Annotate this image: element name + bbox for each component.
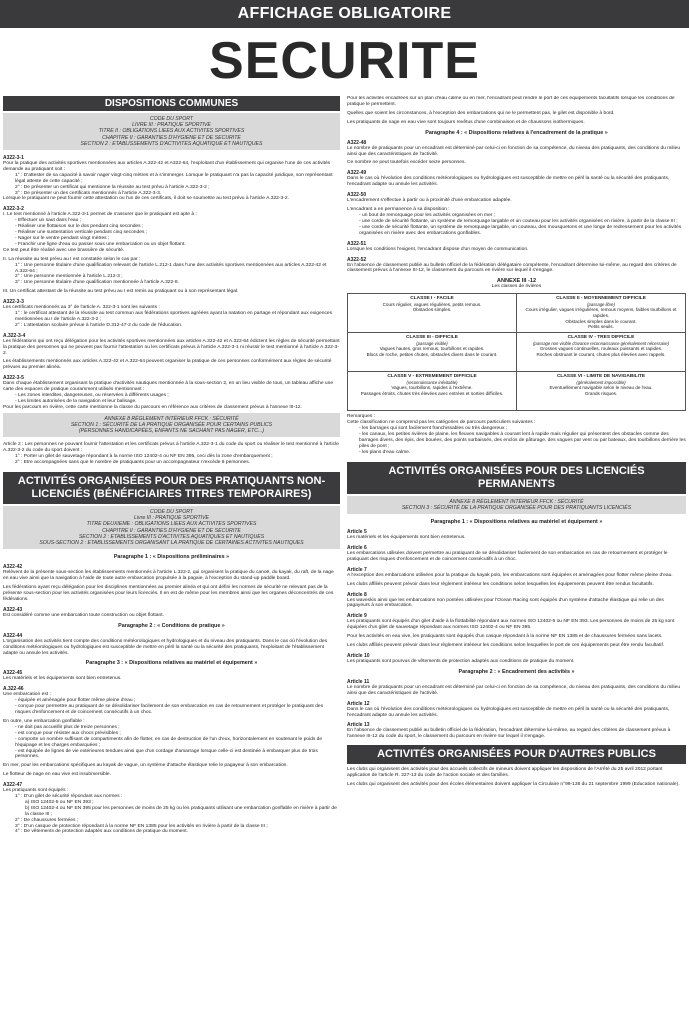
class-desc: Blocs de roche, petites chutes, obstacles divers dans le courant. [366,352,498,357]
article-title: A322-47 [3,782,23,789]
article-item: - Réaliser une sustentation verticale pendant cinq secondes ; [15,230,148,236]
article-text: Les fédérations ayant reçu délégation pour les disciplines mentionnées au premier alinéa et qui ont défini les normes de sécurité ne relevant pas de la présente sous-section pour les activités organisées pour leurs licenciés. Il en est de même pour les membres ainsi que les organes déconcentrés de ces fédérations. [3,585,334,602]
article-item: - une corde de sécurité flottante, un système de remorquage largable et un couteau pour les activités organisées en rivière, à partir de la classe III ; [359,218,678,224]
article-item: - Nager sur le ventre pendant vingt mètres ; [15,235,110,241]
class-desc: Roches obstruant le courant, chutes plus élevées avec rappels. [536,352,666,357]
article-text: Dans le cas où l'évolution des conditions météorologiques ou hydrologiques est susceptible de mettre en péril la santé ou la sécurité des pratiquants, l'encadrant adapte ou annule les activités. [347,706,670,718]
class-desc: Obstacles simples dans le courant. [565,318,637,324]
article-item: 2° : Une personne mentionnée à l'article L.212-3 ; [15,274,123,280]
article-item: 2° : Etre accompagnées sans que le nombre de pratiquants pour un accompagnateur n'excède 6 personnes. [15,460,251,466]
article-text: Les waveskis ainsi que les embarcations non pontées utilisées pour l'Ocean Racing sont équipés d'un système d'attache élastique qui relie un des pagayeurs à son embarcation. [347,597,664,609]
class-subtitle: (passage libre) [587,301,615,307]
article-item: - Réaliser une flottaison sur le dos pendant cinq secondes ; [15,224,144,230]
page-title: SECURITE [209,32,480,90]
article-text: Pour la pratique des activités sportives mentionnées aux articles A.322-42 et A322-64, l'exploitant d'un établissement qui organise l'une de ces activités demande au pratiquant soit : [3,161,331,172]
remarks-item: - les barrages qui sont facilement franchissables ou très dangereux ; [359,426,508,432]
ref-line: SOUS-SECTION 2 : ETABLISSEMENTS ORGANISANT LA PRATIQUE DE CERTAINES ACTIVITES NAUTIQUES [39,540,304,547]
article-text: L'organisation des activités tient compte des conditions météorologiques et hydrologiques et du niveau des pratiquants. Dans le cas où l'évolution des conditions météorologiques ou hydrologiques est susceptible de mettre en péril la santé ou la sécurité des pratiquants, l'exploitant de l'établissement adapte ou annule les activités. [3,638,328,656]
article-item: - Les zones interdites, dangereuses, ou réservées à différents usages ; [15,393,169,399]
article-item: 1° : D'attester de sa capacité à savoir nager vingt-cinq mètres et à s'immerger. Lorsque le pratiquant n'a pas la capacité juridique, son représentant légal atteste de cette capacité ; [15,172,333,184]
class-name: CLASSE I - FACILE [410,296,454,302]
article-title: A322-44 [3,632,23,639]
article-text: En outre, une embarcation gonflable : [3,718,85,724]
article-text: Dans chaque établissement organisant la pratique d'activités nautiques mentionnée à la sous-section 2, en un lieu visible de tous, un tableau affiche une carte des espaces de pratique couramment utilisés mentionnant : [3,381,334,393]
article-item: - Effectuer un saut dans l'eau ; [15,218,82,224]
article-title: Article 8 [347,591,367,598]
article-title: Article 5 [347,528,367,535]
article-text: Les pratiquants sont pourvus de vêtements de protection adaptés aux conditions de pratique du moment. [347,658,575,664]
article-item: - est conçue pour résister aux chocs prévisibles ; [15,730,121,736]
article-title: A322-3-1 [3,155,24,162]
paragraph-heading: Paragraphe 1 : « Dispositions relatives au matériel et équipement » [430,518,603,525]
article-item: 1° : Porter un gilet de sauvetage répondant à la norme ISO 12402-4 ou NF EN 395, ceci dès la zone d'embarquement ; [15,454,273,460]
paragraph-heading: Paragraphe 2 : « Conditions de pratique » [118,622,225,629]
article-text: Pour les activités en eau vive, les pratiquants sont équipés d'un casque répondant à la norme NF EN 1385 et de chaussures fermées sans lacets. [347,634,663,640]
class-desc: Obstacles simples. [412,307,452,313]
article-text: Le flotteur de nage en eau vive est insubmersible. [3,772,111,778]
code-reference [3,506,340,549]
paragraph-heading: Paragraphe 2 : « Encadrement des activités » [458,668,575,675]
article-item: 2° : De chaussures fermées ; [15,817,79,823]
article-title: A322-3-5 [3,375,24,382]
article-item: - équipée et aménagée pour flotter même pleine d'eau ; [15,698,136,704]
article-subitem: a) ISO 12402-5 ou NF EN 393 ; [25,799,94,805]
article-text: L'encadrant a en permanence à sa disposition : [347,207,450,213]
article-text: Est considéré comme une embarcation toute construction ou objet flottant. [3,612,164,618]
article-item: 1° : Une personne titulaire d'une qualification relevant de l'article L.212-1 dans l'une des activités sportives mentionnées aux articles A.322-42 et A.322-64 ; [15,262,327,274]
class-subtitle: (généralement impossible) [576,379,626,385]
article-title: Article 7 [347,566,367,573]
annex-title: ANNEXE III -12 [496,278,537,285]
article-title: Article 11 [347,678,370,685]
ref-line: CHAPITRE II : GARANTIES D'HYGIENE ET DE SECURITE [102,527,241,534]
ref-line: Livre III : PRATIQUE SPORTIVE [133,515,210,522]
article-text: Ce test peut être réalisé avec une brassière de sécurité. [3,247,125,253]
article-text: Les clubs qui organisent des activités pour des écoles élémentaires doivent appliquer la Circulaire n°99-136 du 21 septembre 1999 (Education nationale). [347,782,680,788]
article-text: L'encadrement s'effectue à partir ou à proximité d'une embarcation adaptée. [347,198,512,204]
class-name: CLASSE VI - LIMITE DE NAVIGABILITE [556,374,646,380]
class-desc: Vagues hautes, gros remous, tourbillons et rapides. [379,346,485,352]
article-text: Les pratiquants de nage en eau vive sont toujours revêtus d'une combinaison et de chaussons isothermiques. [347,119,585,125]
article-item: - un bout de remorquage pour les activités organisées en mer ; [359,212,496,218]
article-text: III. Un certificat attestant de la réussite au test prévu au I est remis au pratiquant ou à son représentant légal. [3,289,239,295]
ffck-reference [347,496,686,514]
article-text: Les matériels et les équipements sont bien entretenus. [347,534,466,540]
article-item: - une corde de sécurité flottante, un système de remorquage largable, un couteau, des mousquetons et une longe de redressement pour les activités organisées en rivière avec des embarcations gonflables. [359,224,682,236]
article-text: Ce nombre ne peut toutefois excéder seize personnes. [347,160,466,166]
section-banner-non-licensed: ACTIVITÉS ORGANISÉES POUR DES PRATIQUANTS NON-LICENCIÉS (BÉNÉFICIAIRES TITRES TEMPORAIRES) [3,472,340,504]
top-banner: AFFICHAGE OBLIGATOIRE [0,0,689,28]
article-title: A322-51 [347,240,367,247]
article-text: Pour les activités encadrées sur un plan d'eau calme ou en mer, l'encadrant peut rendre le port de ces équipements facultatifs lorsque les conditions de pratique le permettent. [347,96,675,107]
article-title: A322-3-2 [3,206,24,213]
article-text: Lorsque les conditions l'exigent, l'encadrant dispose d'un moyen de communication. [347,246,529,252]
article-text: Les clubs affiliés peuvent prévoir dans leur règlement intérieur les conditions selon lesquelles les équipements peuvent être rendus facultatifs. [347,581,654,587]
class-cell [348,294,517,333]
article-text: En l'absence de classement publié au bulletin officiel de la fédération délégataire compétente, l'encadrant détermine lui-même, au regard des critères de classement prévus à l'annexe III-12, le classement du parcours en rivière sur lequel il s'engage. [347,262,677,274]
class-name: CLASSE V - EXTREMEMENT DIFFICILE [387,374,477,380]
remarks-text: Cette classification ne comprend pas les catégories de parcours particuliers suivantes : [347,420,536,426]
article-title: A322-52 [347,256,367,263]
ffck-reference [3,413,340,438]
article-text: Les clubs qui organisent des activités pour des accueils collectifs de mineurs doivent appliquer les dispositions de l'Arrêté du 25 avril 2012 portant application de l'article R. 227-13 du code de l'action sociale et des familles. [347,767,663,779]
article-title: A322-3-3 [3,299,24,306]
ref-line: SECTION 2 : ETABLISSEMENTS D'ACTIVITES AQUATIQUES ET NAUTIQUES [78,533,265,540]
article-text: Les embarcations utilisées doivent permettre au pratiquant de se désolidariser facilement de son embarcation en cas de retournement et protéger le pratiquant des risques d'enfoncement et de coincement consécutifs à un choc. [347,550,668,562]
ref-line: CODE DU SPORT [149,509,194,516]
article-item: - est équipée de lignes de vie extérieures tendues ainsi que d'un cordage d'amarrage lorsque celle-ci est destinée à embarquer plus de trois personnes. [15,748,318,760]
article-text: Les pratiquants sont équipés d'un gilet d'aide à la flottabilité répondant aux normes ISO 12402-5 ou NF EN 393. Les personnes de moins de 25 kg sont équipées d'un gilet de sauvetage répondant aux normes ISO 12402-4 ou NF EN 395. [347,619,675,631]
article-title: A322-48 [347,139,367,146]
remarks-item: - les canaux, les petites rivières de plaine, les fleuves navigables à courant lent à rapide mais régulier qui présentent des obstacles comme des barrages divers, des épis, des bouées, des points surbaissés, des enclos de pâturage, des vagues par vent ou par bateaux, des tourbillons derrière les piles de pont ; [359,431,686,449]
article-text: Les matériels et les équipements sont bien entretenus. [3,676,122,682]
article-item: 1° : le certificat attestant de la réussite au test commun aux fédérations sportives agréées ayant la natation en partage et répondant aux exigences mentionnées au I de l'article A.322-3-2 ; [15,311,333,322]
article-text: II. La réussite au test prévu au I est constatée selon le cas par : [3,256,141,262]
section-banner-common: DISPOSITIONS COMMUNES [3,96,340,111]
ref-line: SECTION 1 : SÉCURITÉ DE LA PRATIQUE ORGANISÉE POUR CERTAINS PUBLICS [70,422,273,429]
class-subtitle: (passage visible) [416,340,448,346]
ref-line: LIVRE III : PRATIQUE SPORTIVE [132,122,211,129]
section-banner-other-publics: ACTIVITÉS ORGANISÉES POUR D'AUTRES PUBLICS [347,745,686,764]
article-item: - comporte un nombre suffisant de compartiments afin de flotter, en cas de destruction de l'un d'eux, horizontalement en soutenant le poids de l'équipage et les charges embarquées ; [15,736,323,748]
left-column [3,96,340,1022]
class-desc: Cours irrégulier, vagues irrégulières, remous moyens, faibles tourbillons et rapides. [525,307,677,318]
article-title: A.322-3-4 [3,332,26,339]
article-item: - Franchir une ligne d'eau ou passer sous une embarcation ou un objet flottant. [15,241,186,247]
article-text: Dans le cas où l'évolution des conditions météorologiques ou hydrologiques est susceptible de mettre en péril la santé ou la sécurité des pratiquants, l'encadrant adapte ou annule les activités. [347,176,670,188]
class-subtitle: (reconnaissance inévitable) [406,379,458,385]
code-reference [3,113,340,150]
paragraph-heading: Paragraphe 1 : « Dispositions préliminaires » [113,554,230,561]
article-text: Relèvent de la présente sous-section les établissements mentionnés à l'article L.322-2, qui organisent la pratique du canoë, du kayak, du raft, de la nage en eau vive ainsi que la navigation à l'aide de toute autre embarcation propulsée à la pagaie, à l'exception du stand-up paddle board. [3,570,334,582]
article-item: 1° : D'un gilet de sécurité répondant aux normes : [15,794,123,800]
article-title: A322-43 [3,606,23,613]
article-text: A l'exception des embarcations utilisées pour la pratique du kayak polo, les embarcations sont équipées et aménagées pour flotter même pleine d'eau. [347,572,673,578]
ref-line: TITRE II : OBLIGATIONS LIEES AUX ACTIVITES SPORTIVES [98,128,245,135]
class-desc: Petits seuils. [588,324,614,330]
ref-line: ANNEXE 8 RÈGLEMENT INTÉRIEUR FFCK : SÉCURITÉ [449,498,584,505]
section-banner-licensed: ACTIVITÉS ORGANISÉES POUR DES LICENCIÉS PERMANENTS [347,462,686,494]
article-subitem: b) ISO 12402-4 ou NF EN 395 pour les personnes de moins de 25 kg ou les pratiquants utilisant une embarcation gonflable en rivière à partir de la classe III ; [25,805,337,817]
river-classes-table [347,293,686,411]
article-text: Les fédérations qui ont reçu délégation pour les activités sportives mentionnées aux articles A.322-42 et A.322-64 édictent les règles de sécurité permettant la pratique des personnes qui ne peuvent pas fournir l'attestation ou les certificats prévus à l'article A.322-3-1 ni réussir le test mentionné à l'article A.322-3-2. [3,338,340,356]
class-cell [348,372,517,411]
ref-line: SECTION 3 : SÉCURITÉ DE LA PRATIQUE ORGANISÉE POUR DES PRATIQUANTS LICENCIÉS [401,504,632,511]
article-item: 2° : De présenter un certificat qui mentionne la réussite au test prévu à l'article A.322-3-2 ; [15,184,210,190]
article-title: Article 12 [347,700,370,707]
article-item: 3° : De présenter un des certificats mentionnés à l'article A.322-3-3. [15,190,162,196]
remarks-title: Remarques : [347,414,375,420]
article-text: Les établissements mentionnés aux articles A.322-42 et A.322-64 peuvent organiser la pratique de ces personnes conformément aux règles de sécurité prévues au premier alinéa. [3,359,332,371]
class-cell [517,333,686,372]
ref-line: ANNEXE 8 RÈGLEMENT INTÉRIEUR FFCK : SÉCURITÉ [104,415,239,422]
article-item: 2° : L'attestation scolaire prévue à l'article D.312-47-2 du code de l'éducation. [15,322,183,328]
ref-line: CODE DU SPORT [149,116,194,122]
right-column [347,96,686,1022]
paragraph-heading: Paragraphe 4 : « Dispositions relatives à l'encadrement de la pratique » [425,129,608,136]
article-title: Article 9 [347,613,367,620]
article-text: Quelles que soient les circonstances, à l'exception des embarcations qui ne le permettent pas, le gilet est disponible à bord. [347,110,615,116]
class-cell [517,294,686,333]
class-name: CLASSE IV - TRES DIFFICILE [567,335,635,341]
article-title: Article 10 [347,652,370,659]
class-cell [348,333,517,372]
article-item: 3° : D'un casque de protection répondant à la norme NF EN 1385 pour les activités en rivière à partir de la classe III ; [15,823,268,829]
article-text: Les pratiquants sont équipés : [3,788,69,794]
article-text: Les clubs affiliés peuvent prévoir dans leur règlement intérieur les conditions selon lesquelles le port de ces équipements peut être rendu facultatif. [347,643,665,649]
article-title: A322-49 [347,170,367,177]
class-desc: Vagues, tourbillons, rapides à l'extrême. [391,385,473,391]
article-title: Article 6 [347,544,367,551]
ref-line: CHAPITRE II : GARANTIES D'HYGIENE ET DE SECURITE [102,134,241,141]
article-title: A322-42 [3,564,23,571]
article-title: Article 13 [347,722,370,729]
ref-line: TITRE DEUXIEME : OBLIGATIONS LIEES AUX ACTIVITES SPORTIVES [86,521,257,528]
article-text: Le nombre de pratiquants pour un encadrant est déterminé par celui-ci en fonction de sa compétence, du niveau des pratiquants, des conditions du milieu ainsi que des caractéristiques de l'activité. [347,684,681,696]
article-item: - ne doit pas accueillir plus de treize personnes ; [15,724,120,730]
article-item: 4° : De vêtements de protection adaptés aux conditions de pratique du moment. [15,829,188,835]
article-title: A322-45 [3,670,23,677]
article-item: - conçue pour permettre au pratiquant de se désolidariser facilement de son embarcation en cas de retournement et protéger le pratiquant des risques d'enfoncement et de coincement consécutifs à un choc. [15,704,324,716]
article-item: - Les limites autorisées de la navigation et leur balisage. [15,399,137,405]
class-desc: Eventuellement navigable selon le niveau de l'eau. [549,385,653,391]
article-title: A322-50 [347,192,367,199]
article-text: Article 2 : Les personnes ne pouvant fournir l'attestation et les certificats prévus à l'article A.322-3-1 du code du sport ou réaliser le test mentionné à l'article A.322-3-2 du code du sport doivent : [3,442,339,454]
article-text: Les certificats mentionnés au 3° de l'article A. 322-3-1 sont les suivants : [3,305,160,311]
article-text: Le nombre de pratiquants pour un encadrant est déterminé par celui-ci en fonction de sa compétence, du niveau des pratiquants, des conditions du milieu ainsi que des caractéristiques de l'activité. [347,145,681,157]
class-subtitle: (passage non visible d'avance reconnaissance généralement nécessaire) [532,340,670,346]
annex-subtitle: Les classes de rivières [491,284,542,290]
article-item: 3° : Une personne titulaire d'une qualification mentionnée à l'article A.322-8. [15,280,179,286]
article-title: A.322-46 [3,686,24,693]
class-desc: Grands risques. [584,391,618,396]
article-text: Pour les parcours en rivière, cette carte mentionne la classe du parcours en référence aux critères de classement prévus à l'annexe III-12. [3,404,302,410]
ref-line: (PERSONNES HANDICAPÉES, ENFANTS NE SACHANT PAS NAGER, ETC...) [78,428,265,435]
article-text: En mer, pour les embarcations spécifiques au kayak de vague, un système d'attache élastique relie le pagayeur à son embarcation. [3,763,288,769]
article-text: Lorsque le pratiquant ne peut fournir cette attestation ou l'un de ces certificats, il doit se soumettre au test prévu à l'article A.322-3-2. [3,196,289,202]
remarks-item: - les plans d'eau calme. [359,449,411,455]
class-cell [517,372,686,411]
article-text: Une embarcation est : [3,692,51,698]
class-name: CLASSE III - DIFFICILE [406,335,458,341]
article-text: En l'absence de classement publié au bulletin officiel de la fédération, l'encadrant détermine lui-même, au regard des critères de classement prévus à l'annexe III-12 du code du sport, le classement du parcours en rivière sur lequel il s'engage. [347,728,671,740]
article-text: I. Le test mentionné à l'article A.322-3-1 permet de s'assurer que le pratiquant est apte à : [3,212,197,218]
paragraph-heading: Paragraphe 3 : « Dispositions relatives au matériel et équipement » [85,660,258,667]
class-name: CLASSE II - MOYENNEMENT DIFFICILE [556,296,646,302]
class-desc: Grosses vagues continuelles, rouleaux puissants et rapides. [539,346,663,352]
ref-line: SECTION 2 : ETABLISSEMENTS D'ACTIVITES AQUATIQUE ET NAUTIQUES [80,140,263,147]
class-desc: Passages étroits, chutes très élevées avec entrées et sorties difficiles. [360,391,504,396]
class-desc: Cours régulier, vagues régulières, petits remous. [382,301,482,307]
